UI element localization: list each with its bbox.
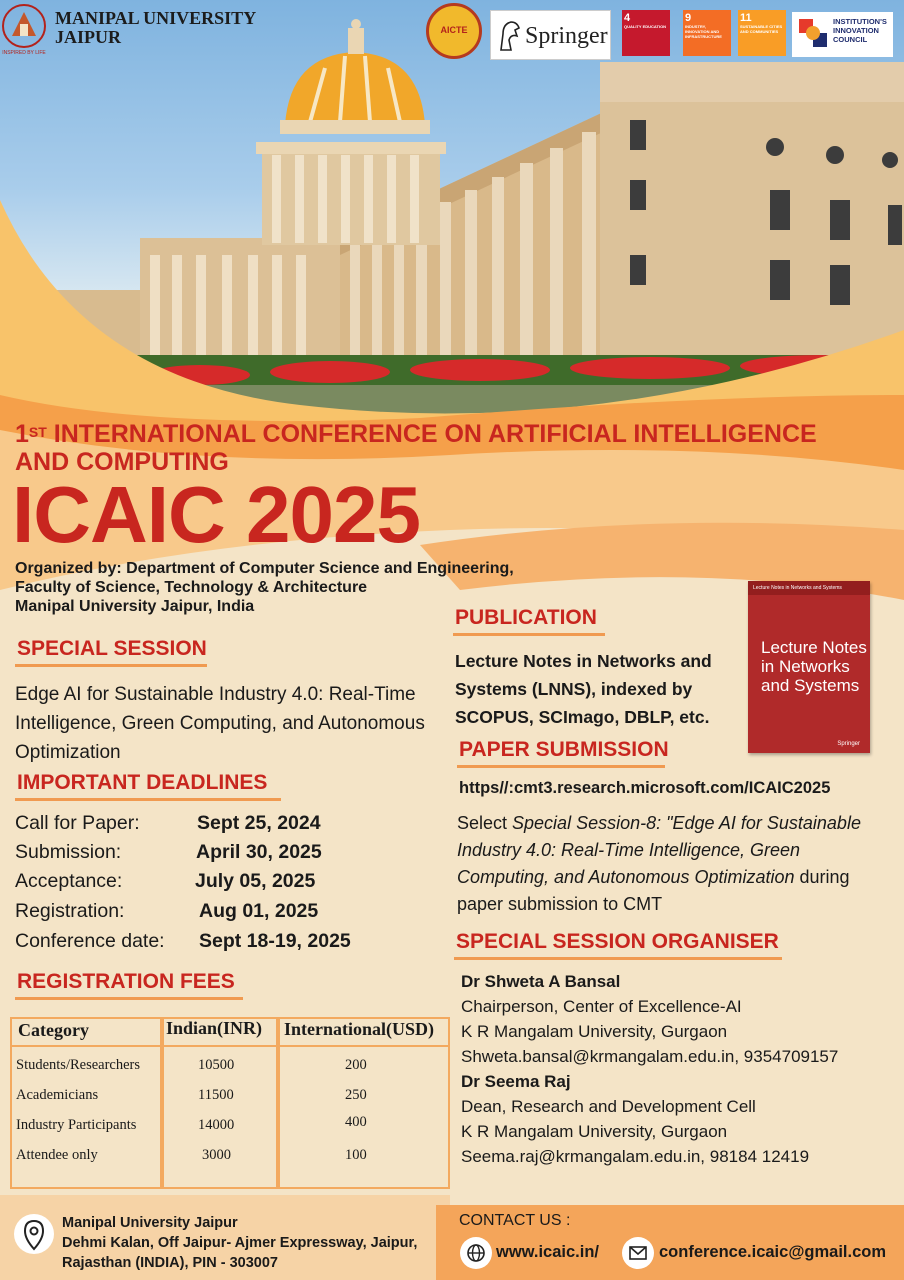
fee-usd: 250 [345, 1087, 367, 1103]
deadline-date: April 30, 2025 [196, 841, 322, 863]
venue-address: Manipal University Jaipur Dehmi Kalan, Off Jaipur- Ajmer Expressway, Jaipur, Rajasthan (INDIA), PIN - 303007 [62, 1215, 418, 1271]
fee-column-header: Category [18, 1020, 89, 1040]
sdg-4-logo: 4 QUALITY EDUCATION [622, 10, 670, 56]
svg-text:INSPIRED BY LIFE: INSPIRED BY LIFE [2, 50, 46, 56]
lnns-book-cover: Lecture Notes in Networks and Systems Lecture Notes in Networks and Systems Springer [748, 581, 870, 753]
submission-url-link[interactable]: https//:cmt3.research.microsoft.com/ICAIC2025 [459, 779, 831, 797]
organiser-contact[interactable]: Shweta.bansal@krmangalam.edu.in, 9354709157 [461, 1047, 839, 1066]
deadline-label: Submission: [15, 841, 122, 863]
manipal-university-logo [0, 2, 52, 58]
organiser-role: Dean, Research and Development Cell [461, 1097, 756, 1116]
conference-full-title: 1ST INTERNATIONAL CONFERENCE ON ARTIFICIAL INTELLIGENCE AND COMPUTING [15, 420, 817, 476]
iic-mark-icon [795, 15, 831, 53]
mail-icon [622, 1237, 654, 1269]
fee-category: Industry Participants [16, 1117, 137, 1133]
fees-heading: REGISTRATION FEES [17, 970, 235, 993]
sdg-11-logo: 11 SUSTAINABLE CITIES AND COMMUNITIES [738, 10, 786, 56]
deadline-label: Registration: [15, 900, 125, 922]
aicte-logo: AICTE [426, 3, 482, 59]
organiser-name: Dr Seema Raj [461, 1072, 571, 1091]
deadline-label: Call for Paper: [15, 812, 140, 834]
deadline-date: July 05, 2025 [195, 870, 316, 892]
organiser-affiliation: K R Mangalam University, Gurgaon [461, 1022, 728, 1041]
location-pin-icon [13, 1213, 55, 1267]
conference-acronym: ICAIC 2025 [12, 470, 420, 559]
organiser-role: Chairperson, Center of Excellence-AI [461, 997, 742, 1016]
fee-usd: 200 [345, 1057, 367, 1073]
website-link[interactable]: www.icaic.in/ [496, 1243, 600, 1261]
globe-icon [460, 1237, 492, 1269]
deadlines-heading: IMPORTANT DEADLINES [17, 771, 268, 794]
deadline-date: Sept 18-19, 2025 [199, 930, 351, 952]
organiser-affiliation: K R Mangalam University, Gurgaon [461, 1122, 728, 1141]
fee-inr: 10500 [198, 1057, 235, 1073]
publication-heading: PUBLICATION [455, 606, 597, 629]
fee-inr: 3000 [202, 1147, 231, 1163]
organiser-name: Dr Shweta A Bansal [461, 972, 621, 991]
deadline-date: Aug 01, 2025 [199, 900, 319, 922]
fee-inr: 11500 [198, 1087, 234, 1103]
fee-column-header: Indian(INR) [166, 1018, 263, 1038]
organiser-list [461, 969, 901, 1169]
paper-submission-heading: PAPER SUBMISSION [459, 738, 669, 761]
iic-logo: INSTITUTION'S INNOVATION COUNCIL [792, 12, 893, 57]
university-name: MANIPAL UNIVERSITY JAIPUR [55, 8, 257, 47]
contact-us-label: CONTACT US : [459, 1212, 571, 1229]
email-link[interactable]: conference.icaic@gmail.com [659, 1243, 887, 1261]
organiser-contact[interactable]: Seema.raj@krmangalam.edu.in, 98184 12419 [461, 1147, 810, 1166]
fee-column-header: International(USD) [284, 1019, 435, 1039]
organizer-info: Organized by: Department of Computer Science and Engineering, Faculty of Science, Technology & Architecture Manipal University Jaipur, India [15, 560, 514, 615]
deadline-label: Acceptance: [15, 870, 123, 892]
fee-inr: 14000 [198, 1117, 235, 1133]
special-session-heading: SPECIAL SESSION [17, 637, 207, 660]
sdg-9-logo: 9 INDUSTRY, INNOVATION AND INFRASTRUCTURE [683, 10, 731, 56]
organiser-heading: SPECIAL SESSION ORGANISER [456, 930, 779, 953]
submission-instructions: Select Special Session-8: "Edge AI for Sustainable Industry 4.0: Real-Time Intelligence, Green Computing, and Autonomous Optimization during paper submission to CMT [457, 813, 861, 914]
publication-text: Lecture Notes in Networks and Systems (LNNS), indexed by SCOPUS, SCImago, DBLP, etc. [455, 651, 712, 727]
springer-logo: Springer [490, 10, 611, 60]
fee-usd: 100 [345, 1147, 367, 1163]
special-session-text: Edge AI for Sustainable Industry 4.0: Real-Time Intelligence, Green Computing, and Autonomous Optimization [15, 684, 425, 763]
fee-category: Students/Researchers [16, 1057, 141, 1073]
fee-usd: 400 [345, 1114, 367, 1130]
deadline-label: Conference date: [15, 930, 165, 952]
fee-category: Academicians [16, 1087, 99, 1103]
fees-table [10, 1017, 450, 1189]
springer-horse-icon [497, 20, 521, 52]
fee-category: Attendee only [16, 1147, 98, 1163]
deadline-date: Sept 25, 2024 [197, 812, 321, 834]
